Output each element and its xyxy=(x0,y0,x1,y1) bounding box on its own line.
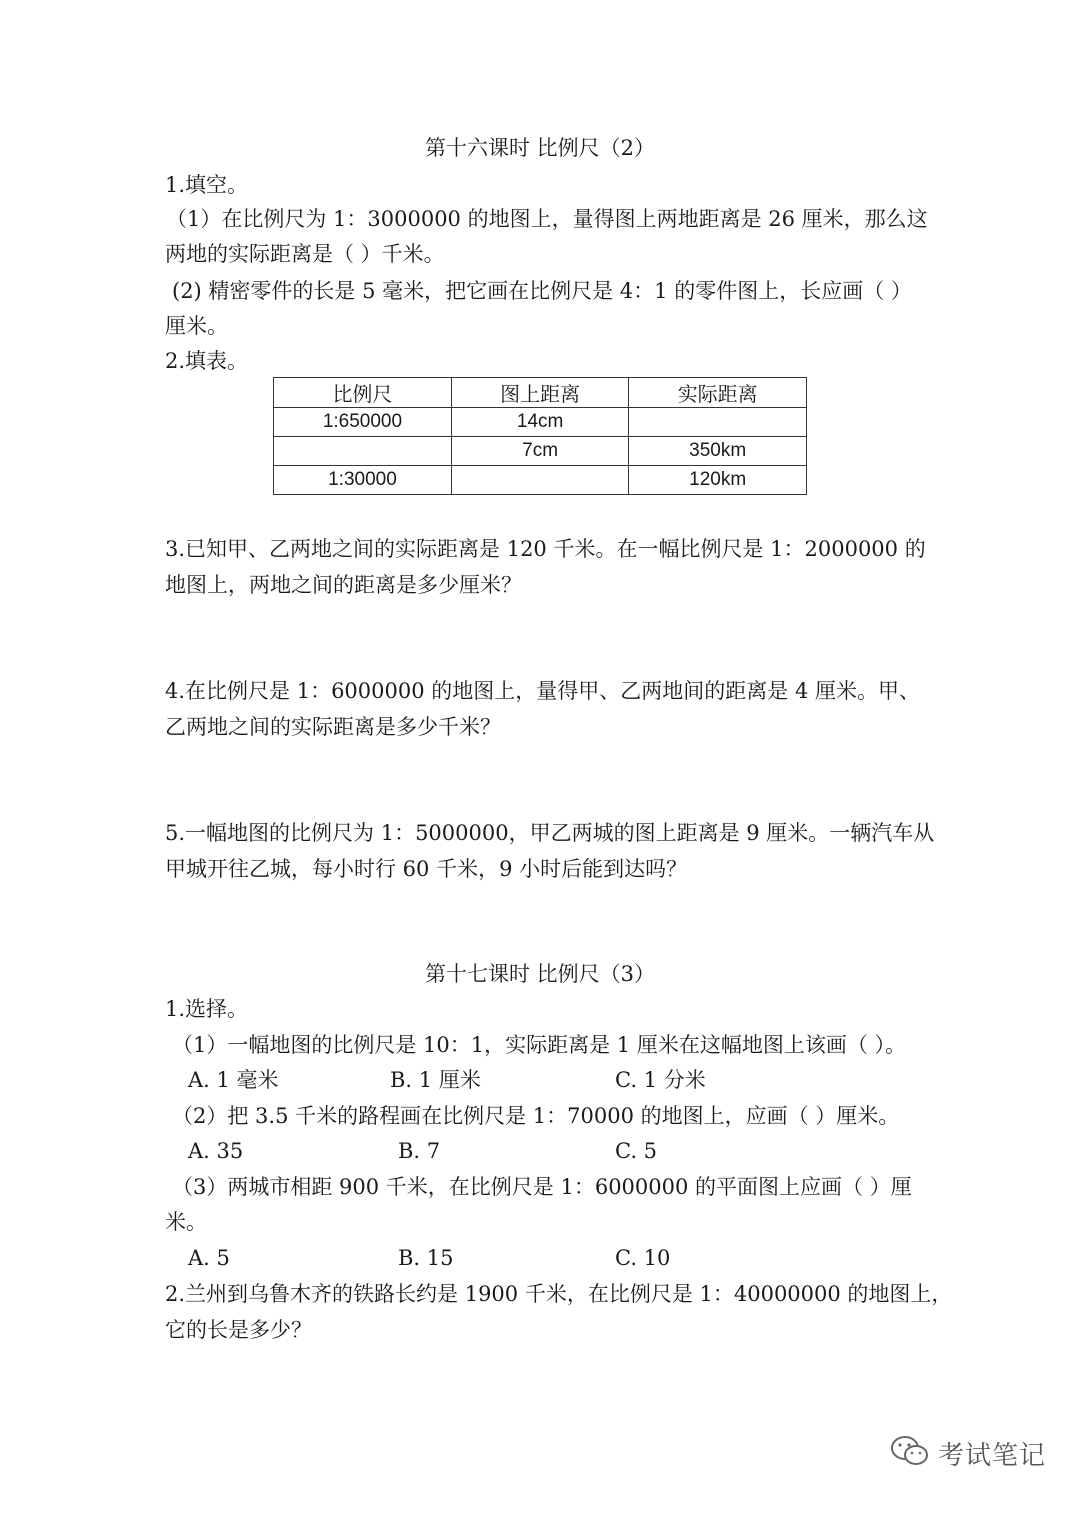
table-cell xyxy=(629,408,807,437)
table-cell xyxy=(274,437,452,466)
q1-2-line1: (2) 精密零件的长是 5 毫米，把它画在比例尺是 4：1 的零件图上，长应画（ ） xyxy=(172,279,912,303)
table-header: 实际距离 xyxy=(629,378,807,408)
table-row xyxy=(274,408,807,437)
table-header: 图上距离 xyxy=(451,378,629,408)
s2-q2-line2: 它的长是多少？ xyxy=(165,1318,312,1342)
scale-table xyxy=(273,377,807,495)
table-header-row xyxy=(274,378,807,408)
table-cell: 1:30000 xyxy=(274,466,452,495)
option-a: A. 1 毫米 xyxy=(188,1068,279,1092)
option-c: C. 1 分米 xyxy=(615,1068,706,1092)
q1-2-line2: 厘米。 xyxy=(165,314,228,338)
q5-line1: 5.一幅地图的比例尺为 1：5000000，甲乙两城的图上距离是 9 厘米。一辆汽车从 xyxy=(165,821,935,845)
s2-q1-heading: 1.选择。 xyxy=(165,997,249,1021)
q1-1-line1: （1）在比例尺为 1：3000000 的地图上，量得图上两地距离是 26 厘米，那么这 xyxy=(166,207,928,231)
option-a: A. 35 xyxy=(188,1139,244,1163)
q2-heading: 2.填表。 xyxy=(165,349,249,373)
table-row xyxy=(274,466,807,495)
s2-q1-1: （1）一幅地图的比例尺是 10：1，实际距离是 1 厘米在这幅地图上该画（ ）。 xyxy=(172,1033,907,1057)
option-c: C. 5 xyxy=(615,1139,658,1163)
table-cell: 14cm xyxy=(451,408,629,437)
q3-line1: 3.已知甲、乙两地之间的实际距离是 120 千米。在一幅比例尺是 1：2000000 的 xyxy=(165,537,926,561)
option-b: B. 15 xyxy=(398,1246,454,1270)
table-cell: 350km xyxy=(629,437,807,466)
table-header: 比例尺 xyxy=(274,378,452,408)
table-cell: 1:650000 xyxy=(274,408,452,437)
watermark-text: 考试笔记 xyxy=(938,1440,1047,1471)
table-cell: 7cm xyxy=(451,437,629,466)
table-row xyxy=(274,437,807,466)
s2-q1-3-line1: （3）两城市相距 900 千米，在比例尺是 1：6000000 的平面图上应画（ ）厘 xyxy=(172,1175,912,1199)
option-b: B. 7 xyxy=(398,1139,441,1163)
option-a: A. 5 xyxy=(188,1246,230,1270)
option-b: B. 1 厘米 xyxy=(390,1068,481,1092)
s2-q1-3-line2: 米。 xyxy=(165,1210,207,1234)
section1-title: 第十六课时 比例尺（2） xyxy=(424,136,656,160)
watermark xyxy=(890,1430,1046,1476)
q5-line2: 甲城开往乙城，每小时行 60 千米，9 小时后能到达吗？ xyxy=(165,857,688,881)
q4-line1: 4.在比例尺是 1：6000000 的地图上，量得甲、乙两地间的距离是 4 厘米。甲、 xyxy=(165,679,920,703)
q1-heading: 1.填空。 xyxy=(165,173,249,197)
q3-line2: 地图上，两地之间的距离是多少厘米？ xyxy=(165,573,522,597)
s2-q1-2: （2）把 3.5 千米的路程画在比例尺是 1：70000 的地图上，应画（ ）厘米。 xyxy=(172,1104,900,1128)
q1-1-line2: 两地的实际距离是（ ）千米。 xyxy=(165,242,445,266)
option-c: C. 10 xyxy=(615,1246,671,1270)
section2-title: 第十七课时 比例尺（3） xyxy=(424,962,656,986)
table-cell xyxy=(451,466,629,495)
q4-line2: 乙两地之间的实际距离是多少千米？ xyxy=(165,715,501,739)
table-cell: 120km xyxy=(629,466,807,495)
wechat-icon xyxy=(890,1434,930,1472)
s2-q2-line1: 2.兰州到乌鲁木齐的铁路长约是 1900 千米，在比例尺是 1：40000000 的地图上， xyxy=(165,1282,953,1306)
